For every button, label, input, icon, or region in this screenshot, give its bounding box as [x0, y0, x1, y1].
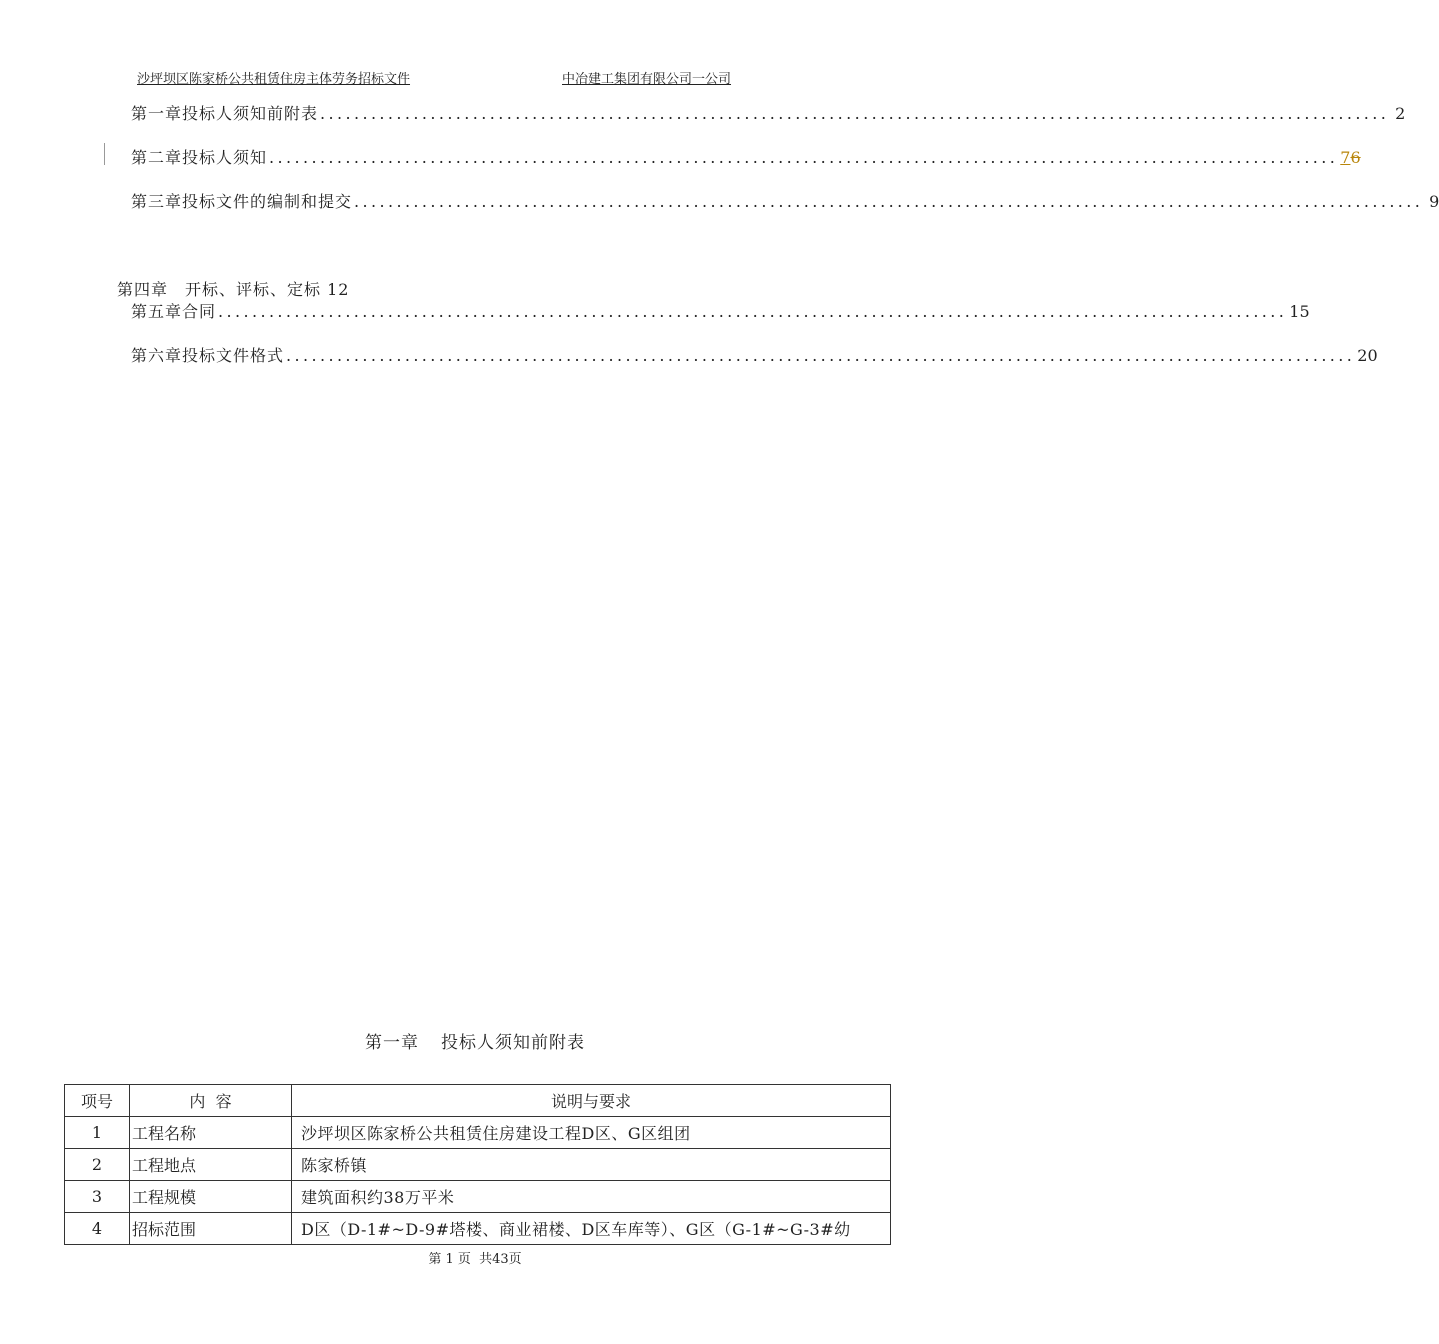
row-number: 1 — [65, 1117, 130, 1149]
toc-page-number-revised — [1340, 148, 1361, 167]
toc-entry-chapter-5[interactable] — [131, 299, 1310, 321]
toc-leader-dots: .............................................................................................................................. — [354, 192, 1424, 211]
toc-chapter-number: 第五章 — [131, 302, 183, 321]
toc-chapter-number: 第一章 — [131, 104, 183, 123]
row-number: 3 — [65, 1181, 130, 1213]
section-heading: 投标人须知前附表 — [441, 1033, 585, 1053]
toc-chapter-title: 投标人须知前附表 — [182, 104, 319, 123]
row-number: 4 — [65, 1213, 130, 1245]
toc-leader-dots: .............................................................................................................................. — [320, 104, 1390, 123]
toc-entry-chapter-4[interactable]: 第四章 开标、评标、定标 12 — [117, 280, 350, 299]
page-footer: 第 1 页 共43页 — [428, 1252, 522, 1267]
toc-page-number: 15 — [1289, 302, 1310, 321]
toc-entry-chapter-3[interactable] — [131, 189, 1439, 211]
toc-chapter-title: 投标文件的编制和提交 — [182, 192, 353, 211]
page-header-right: 中冶建工集团有限公司一公司 — [562, 72, 732, 87]
row-description: D区（D-1#~D-9#塔楼、商业裙楼、D区车库等）、G区（G-1#~G-3#幼 — [292, 1213, 891, 1245]
toc-chapter-number: 第六章 — [131, 346, 183, 365]
table-row — [65, 1117, 891, 1149]
row-description: 沙坪坝区陈家桥公共租赁住房建设工程D区、G区组团 — [292, 1117, 891, 1149]
toc-chapter-title: 投标人须知 — [182, 148, 268, 167]
toc-page-number: 9 — [1429, 192, 1439, 211]
toc-leader-dots: .............................................................................................................................. — [218, 302, 1288, 321]
revised-page-new: 7 — [1340, 148, 1351, 167]
row-description: 建筑面积约38万平米 — [292, 1181, 891, 1213]
toc-chapter-number: 第三章 — [131, 192, 183, 211]
table-row — [65, 1181, 891, 1213]
table-row — [65, 1149, 891, 1181]
toc-chapter-number: 第二章 — [131, 148, 183, 167]
row-item: 工程规模 — [130, 1181, 292, 1213]
section-chapter: 第一章 — [365, 1033, 419, 1053]
toc-entry-chapter-2[interactable] — [131, 145, 1361, 167]
row-description: 陈家桥镇 — [292, 1149, 891, 1181]
toc-page-number: 20 — [1357, 346, 1378, 365]
column-header-content: 内 容 — [130, 1085, 292, 1117]
toc-leader-dots: .............................................................................................................................. — [269, 148, 1339, 167]
row-item: 工程名称 — [130, 1117, 292, 1149]
column-header-requirements: 说明与要求 — [292, 1085, 891, 1117]
toc-page-number: 2 — [1395, 104, 1406, 123]
section-title — [0, 1028, 950, 1053]
toc-entry-chapter-6[interactable] — [131, 343, 1378, 365]
requirements-table — [64, 1084, 891, 1245]
toc-leader-dots: .............................................................................................................................. — [286, 346, 1356, 365]
table-row — [65, 1213, 891, 1245]
page-header-left: 沙坪坝区陈家桥公共租赁住房主体劳务招标文件 — [137, 72, 411, 87]
toc-chapter-title: 合同 — [182, 302, 217, 321]
toc-chapter-title: 投标文件格式 — [182, 346, 285, 365]
revised-page-old: 6 — [1350, 148, 1361, 167]
row-item: 工程地点 — [130, 1149, 292, 1181]
revision-change-bar — [104, 143, 105, 165]
row-number: 2 — [65, 1149, 130, 1181]
column-header-item-number: 项号 — [65, 1085, 130, 1117]
row-item: 招标范围 — [130, 1213, 292, 1245]
toc-entry-chapter-1[interactable] — [131, 101, 1406, 123]
table-header-row — [65, 1085, 891, 1117]
